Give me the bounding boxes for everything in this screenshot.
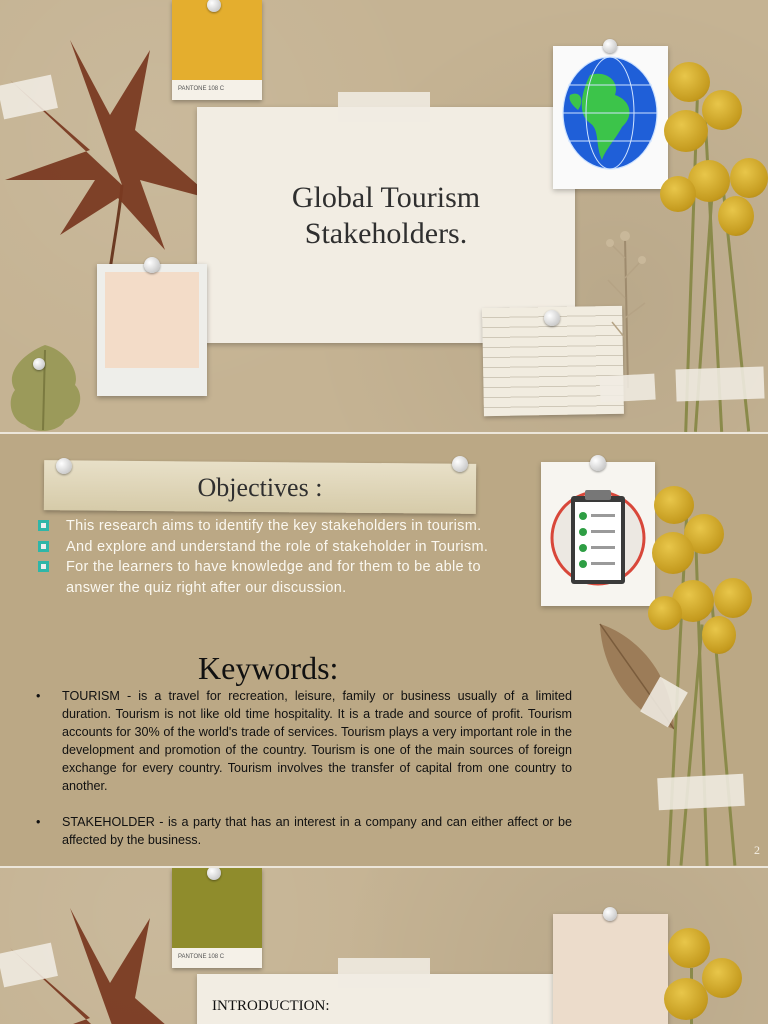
objectives-slide [0,434,768,866]
tape-strip [657,774,745,810]
presentation-title [197,180,575,252]
keyword-item: • TOURISM - is a travel for recreation, leisure, family or business usually of a limited duration. Tourism is not like old time hospitality. It is a trade and source of profit. Tourism accounts for 30% of the world's trade of services. Tourism plays a very important role in the development and promotion of the country. Tourism is one of the main sources of foreign exchange for every country. Tourism involves the transfer of capital from one country to another. [36,687,572,795]
pin [452,456,468,472]
checkbox-bullet-icon [38,561,49,572]
objective-item: For the learners to have knowledge and for them to be able to answer the quiz right after our discussion. [36,557,506,598]
tape-strip [338,92,430,122]
flower-ball [664,978,708,1020]
flower-stem [679,624,703,865]
pin [603,39,617,53]
photo-card [553,914,668,1024]
flower-ball [654,486,694,524]
flower-ball [702,958,742,998]
pin [33,358,45,370]
pin [144,257,160,273]
flower-ball [668,62,710,102]
flower-ball [714,578,752,618]
flower-ball [730,158,768,198]
flower-ball [702,616,736,654]
objective-item: This research aims to identify the key stakeholders in tourism. [36,516,506,537]
pin [544,310,560,326]
keywords-list [36,687,572,849]
introduction-heading: INTRODUCTION: [212,998,330,1014]
clipboard-checklist-icon [547,474,649,598]
flower-ball [702,90,742,130]
objectives-heading: Objectives : [197,473,323,502]
title-line-2: Stakeholders. [304,217,468,250]
polaroid-photo [105,272,199,368]
flower-ball [718,196,754,236]
dry-sprig-icon [600,218,655,388]
flower-ball [668,928,710,968]
tape-strip [675,366,764,401]
introduction-slide [0,868,768,1024]
flower-ball [652,532,694,574]
tape-strip [599,374,655,403]
keywords-heading: Keywords: [198,650,339,686]
checkbox-bullet-icon [38,541,49,552]
pin [590,455,606,471]
flower-ball [648,596,682,630]
polaroid-frame [97,264,207,396]
swatch-label: PANTONE 108 C [172,80,262,100]
title-line-1: Global Tourism [291,181,481,214]
flower-ball [664,110,708,152]
oak-leaf-icon [5,340,85,432]
pantone-swatch [172,868,262,968]
globe-icon [560,55,660,173]
swatch-label: PANTONE 108 C [172,948,262,968]
objective-item: And explore and understand the role of stakeholder in Tourism. [36,537,506,558]
pin [603,907,617,921]
pantone-swatch [172,0,262,100]
title-slide [0,0,768,432]
tape-strip [338,958,430,988]
flower-ball [660,176,696,212]
objectives-list [36,516,506,598]
checkbox-bullet-icon [38,520,49,531]
keyword-item: • STAKEHOLDER - is a party that has an interest in a company and can either affect or be affected by the business. [36,813,572,849]
page-number: 2 [754,843,760,857]
